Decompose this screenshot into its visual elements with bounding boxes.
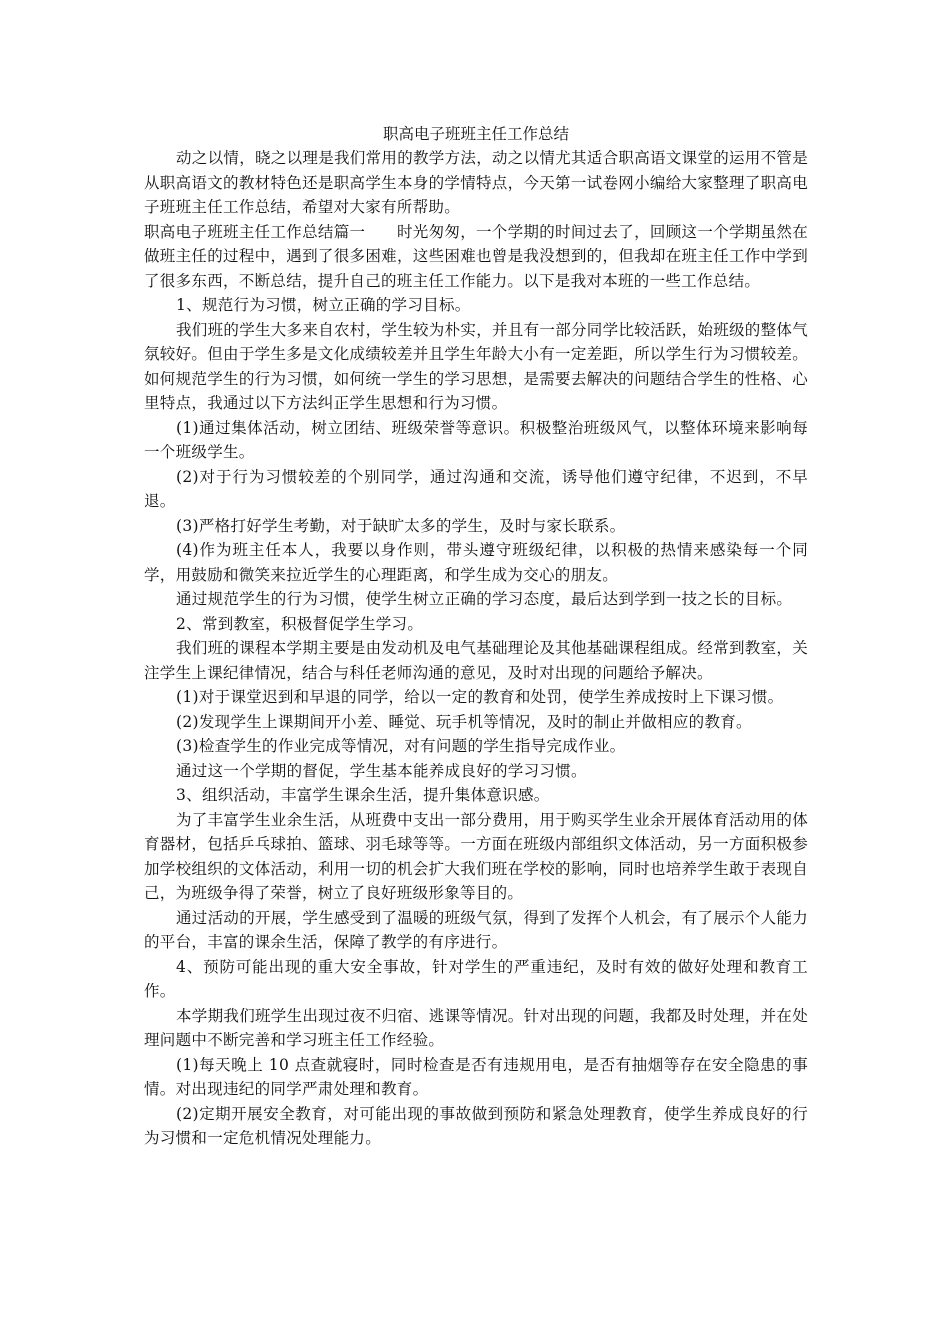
document-body bbox=[144, 146, 808, 1151]
section-heading: 2、常到教室，积极督促学生学习。 bbox=[176, 614, 424, 633]
list-item: (2)定期开展安全教育，对可能出现的事故做到预防和紧急处理教育，使学生养成良好的行为习惯和一定危机情况处理能力。 bbox=[144, 1104, 808, 1147]
list-item: (1)每天晚上 10 点查就寝时，同时检查是否有违规用电，是否有抽烟等存在安全隐患的事情。对出现违纪的同学严肃处理和教育。 bbox=[144, 1055, 808, 1098]
list-item: (4)作为班主任本人，我要以身作则，带头遵守班级纪律，以积极的热情来感染每一个同学，用鼓励和微笑来拉近学生的心理距离，和学生成为交心的朋友。 bbox=[144, 541, 808, 584]
paragraph: 动之以情，晓之以理是我们常用的教学方法，动之以情尤其适合职高语文课堂的运用不管是从职高语文的教材特色还是职高学生本身的学情特点，今天第一试卷网小编给大家整理了职高电子班班主任工作总结，希望对大家有所帮助。 bbox=[144, 149, 809, 216]
paragraph: 通过活动的开展，学生感受到了温暖的班级气氛，得到了发挥个人机会，有了展示个人能力的平台，丰富的课余生活，保障了教学的有序进行。 bbox=[144, 908, 809, 951]
paragraph: 通过规范学生的行为习惯，使学生树立正确的学习态度，最后达到学到一技之长的目标。 bbox=[176, 590, 793, 608]
list-item: (3)严格打好学生考勤，对于缺旷太多的学生，及时与家长联系。 bbox=[176, 516, 626, 535]
section-heading: 1、规范行为习惯，树立正确的学习目标。 bbox=[176, 296, 471, 314]
paragraph: 本学期我们班学生出现过夜不归宿、逃课等情况。针对出现的问题，我都及时处理，并在处理问题中不断完善和学习班主任工作经验。 bbox=[144, 1006, 809, 1049]
list-item: (1)对于课堂迟到和早退的同学，给以一定的教育和处罚，使学生养成按时上下课习惯。 bbox=[176, 688, 784, 706]
document-page bbox=[144, 122, 808, 1151]
list-item: (1)通过集体活动，树立团结、班级荣誉等意识。积极整治班级风气，以整体环境来影响每一个班级学生。 bbox=[144, 418, 808, 461]
section-heading: 4、预防可能出现的重大安全事故，针对学生的严重违纪，及时有效的做好处理和教育工作。 bbox=[144, 957, 808, 1000]
paragraph: 我们班的学生大多来自农村，学生较为朴实，并且有一部分同学比较活跃，始班级的整体气氛较好。但由于学生多是文化成绩较差并且学生年龄大小有一定差距，所以学生行为习惯较差。如何规范学生的行为习惯，如何统一学生的学习思想，是需要去解决的问题结合学生的性格、心里特点，我通过以下方法纠正学生思想和行为习惯。 bbox=[144, 320, 809, 412]
paragraph: 职高电子班班主任工作总结篇一 时光匆匆，一个学期的时间过去了，回顾这一个学期虽然在做班主任的过程中，遇到了很多困难，这些困难也曾是我没想到的，但我却在班主任工作中学到了很多东西，不断总结，提升自己的班主任工作能力。以下是我对本班的一些工作总结。 bbox=[144, 222, 808, 290]
section-heading: 3、组织活动，丰富学生课余生活，提升集体意识感。 bbox=[176, 786, 550, 804]
document-title: 职高电子班班主任工作总结 bbox=[382, 125, 569, 143]
paragraph: 为了丰富学生业余生活，从班费中支出一部分费用，用于购买学生业余开展体育活动用的体育器材，包括乒乓球拍、篮球、羽毛球等等。一方面在班级内部组织文体活动，另一方面积极参加学校组织的文体活动，利用一切的机会扩大我们班在学校的影响，同时也培养学生敢于表现自己，为班级争得了荣誉，树立了良好班级形象等目的。 bbox=[144, 810, 809, 902]
list-item: (2)对于行为习惯较差的个别同学，通过沟通和交流，诱导他们遵守纪律，不迟到，不早退。 bbox=[144, 467, 808, 510]
paragraph: 我们班的课程本学期主要是由发动机及电气基础理论及其他基础课程组成。经常到教室，关注学生上课纪律情况，结合与科任老师沟通的意见，及时对出现的问题给予解决。 bbox=[144, 639, 809, 682]
list-item: (2)发现学生上课期间开小差、睡觉、玩手机等情况，及时的制止并做相应的教育。 bbox=[176, 712, 752, 731]
paragraph: 通过这一个学期的督促，学生基本能养成良好的学习习惯。 bbox=[176, 761, 587, 780]
list-item: (3)检查学生的作业完成等情况，对有问题的学生指导完成作业。 bbox=[176, 737, 626, 755]
